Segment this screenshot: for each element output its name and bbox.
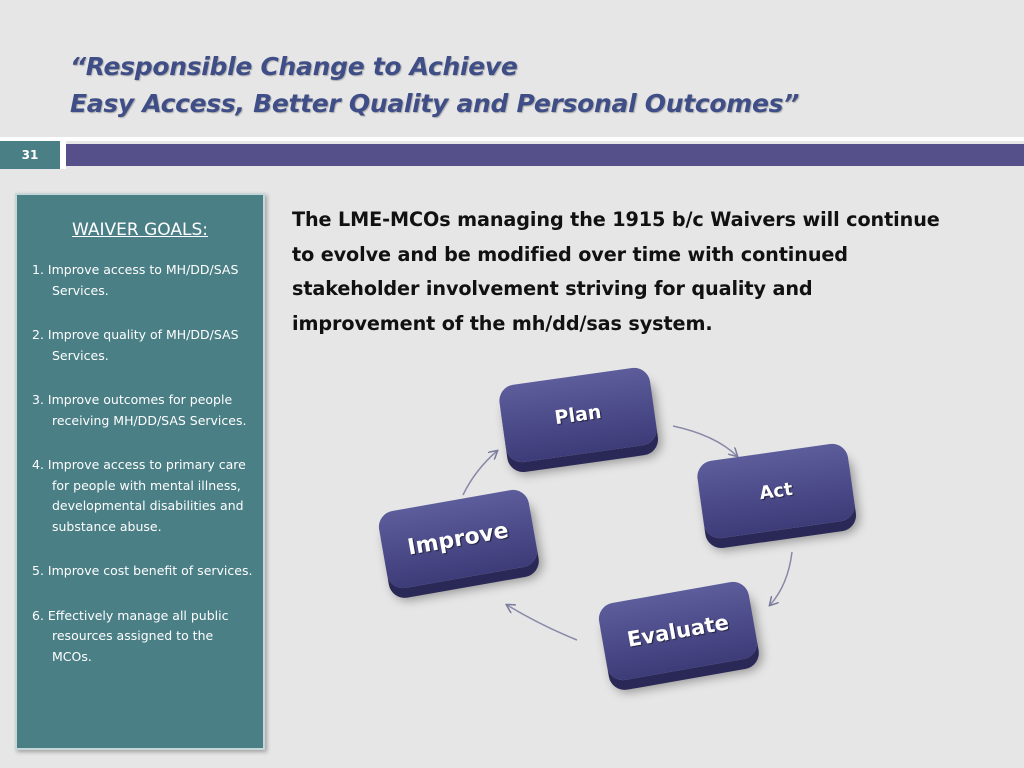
goal-item: 1. Improve access to MH/DD/SAS Services. [32,262,239,298]
header-bar [66,144,1024,166]
waiver-goals-panel [15,193,265,750]
cycle-step-act-label: Act [758,478,794,504]
cycle-step-plan-label: Plan [553,400,603,430]
arrow-improve-to-plan [463,451,497,495]
cycle-step-evaluate-label: Evaluate [625,610,731,652]
slide-title-line-2: Easy Access, Better Quality and Personal Outcomes” [70,89,800,118]
goal-item: 6. Effectively manage all public resources assigned to the MCOs. [32,607,229,664]
arrow-act-to-evaluate [770,552,792,605]
waiver-goals-list [17,260,263,667]
pdca-cycle-diagram [360,360,880,710]
goal-item: 3. Improve outcomes for people receiving MH/DD/SAS Services. [32,392,247,428]
arrow-evaluate-to-improve [507,605,577,640]
cycle-step-improve-label: Improve [405,517,511,561]
waiver-goals-heading: WAIVER GOALS: [72,220,208,240]
goal-item: 4. Improve access to primary care for people with mental illness, developmental disabilities and substance abuse. [32,457,246,534]
title-divider [0,137,1024,141]
slide-title-line-1: “Responsible Change to Achieve [70,52,518,81]
goal-item: 2. Improve quality of MH/DD/SAS Services. [32,327,239,363]
slide-title [70,48,799,122]
body-paragraph: The LME-MCOs managing the 1915 b/c Waivers will continue to evolve and be modified over time with continued stakeholder involvement striving for quality and improvement of the mh/dd/sas system. [292,208,940,335]
arrow-plan-to-act [673,426,737,456]
goal-item: 5. Improve cost benefit of services. [32,563,253,578]
slide-number: 31 [0,141,60,169]
